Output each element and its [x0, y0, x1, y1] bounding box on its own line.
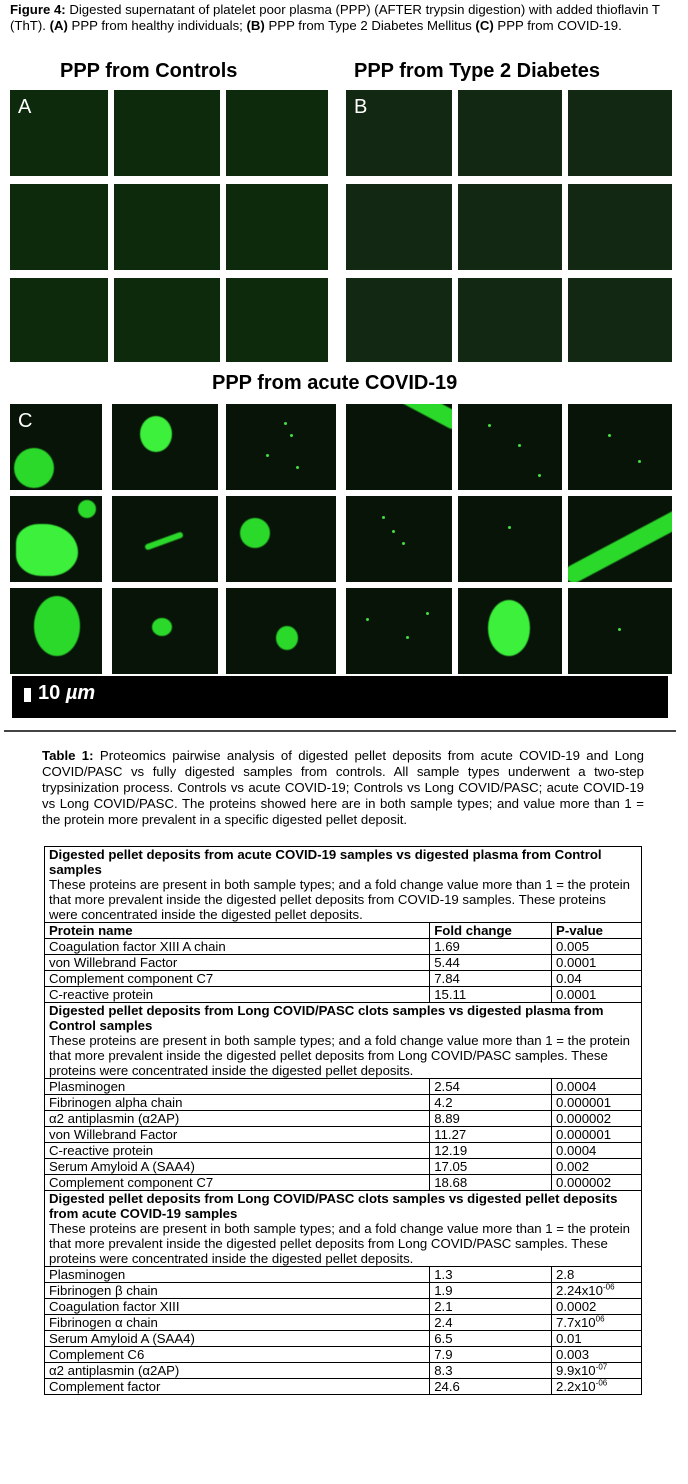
fold-change: 2.4 — [430, 1315, 552, 1331]
protein-name: C-reactive protein — [45, 987, 430, 1003]
ami-dot — [402, 542, 405, 545]
covid-image-11 — [458, 496, 562, 582]
covid-image-12 — [568, 496, 672, 582]
p-value: 0.0001 — [552, 987, 642, 1003]
p-value: 0.0001 — [552, 955, 642, 971]
p-value: 0.002 — [552, 1159, 642, 1175]
ami-dot — [266, 454, 269, 457]
covid-image-13 — [10, 588, 102, 674]
p-value: 0.003 — [552, 1347, 642, 1363]
ami-deposit — [240, 518, 270, 548]
ami-dot — [638, 460, 641, 463]
diabetes-panel-title: PPP from Type 2 Diabetes — [354, 60, 601, 82]
fold-change: 8.3 — [430, 1363, 552, 1379]
ami-deposit — [152, 618, 172, 636]
p-value: 0.04 — [552, 971, 642, 987]
proteomics-table — [44, 846, 642, 1395]
p-value: 0.000002 — [552, 1111, 642, 1127]
scale-bar — [12, 676, 668, 718]
table-row — [45, 1299, 642, 1315]
ami-deposit — [140, 416, 172, 452]
ami-dot — [406, 636, 409, 639]
diabetes-image-6 — [568, 184, 672, 270]
panel-letter-b: B — [354, 96, 368, 118]
protein-name: Fibrinogen alpha chain — [45, 1095, 430, 1111]
ami-dot — [296, 466, 299, 469]
figure-caption-c-label: (C) — [475, 18, 494, 33]
section-description: These proteins are present in both sample types; and a fold change value more than 1 = the protein that more prevalent inside the digested pellet deposits from Long COVID/PASC samples. These proteins were concentrated inside the digested pellet deposits. — [49, 1221, 630, 1266]
protein-name: Complement component C7 — [45, 1175, 430, 1191]
panel-letter-a: A — [18, 96, 32, 118]
table-row — [45, 1111, 642, 1127]
protein-name: Plasminogen — [45, 1079, 430, 1095]
covid-image-5 — [458, 404, 562, 490]
table-row — [45, 1283, 642, 1299]
fold-change: 1.3 — [430, 1267, 552, 1283]
diabetes-image-3 — [568, 90, 672, 176]
covid-image-18 — [568, 588, 672, 674]
diabetes-image-5 — [458, 184, 562, 270]
scale-mark — [24, 688, 31, 702]
figure-caption-text: Digested supernatant of platelet poor plasma (PPP) (AFTER trypsin digestion) with added thioflavin T (ThT). — [10, 2, 660, 33]
ami-deposit — [78, 500, 96, 518]
figure-caption-c-text: PPP from COVID-19. — [493, 18, 622, 33]
fold-change: 17.05 — [430, 1159, 552, 1175]
p-value-exponent: -06 — [595, 1378, 608, 1388]
diabetes-image-2 — [458, 90, 562, 176]
section-title: Digested pellet deposits from Long COVID/PASC clots samples vs digested plasma from Control samples — [49, 1003, 604, 1033]
table-caption — [42, 748, 644, 828]
diabetes-image-8 — [458, 278, 562, 362]
table-row — [45, 1315, 642, 1331]
p-value: 0.0004 — [552, 1079, 642, 1095]
ami-fiber — [568, 504, 672, 582]
section-header — [45, 847, 642, 923]
protein-name: α2 antiplasmin (α2AP) — [45, 1363, 430, 1379]
covid-panel-title: PPP from acute COVID-19 — [212, 372, 458, 394]
figure-caption-a-text: PPP from healthy individuals; — [67, 18, 247, 33]
p-value: 0.000001 — [552, 1127, 642, 1143]
table-row — [45, 1127, 642, 1143]
diabetes-image-1 — [346, 90, 452, 176]
table-label: Table 1: — [42, 748, 94, 763]
fold-change: 5.44 — [430, 955, 552, 971]
column-header-row — [45, 923, 642, 939]
protein-name: C-reactive protein — [45, 1143, 430, 1159]
controls-image-3 — [226, 90, 328, 176]
fold-change: 8.89 — [430, 1111, 552, 1127]
ami-dot — [538, 474, 541, 477]
scale-value: 10 — [38, 682, 66, 704]
covid-image-1 — [10, 404, 102, 490]
figure-label: Figure 4: — [10, 2, 66, 17]
ami-deposit — [34, 596, 80, 656]
ami-deposit — [14, 448, 54, 488]
section-description: These proteins are present in both sample types; and a fold change value more than 1 = the protein that more prevalent inside the digested pellet deposits from COVID-19 samples. These proteins were concentrated inside the digested pellet deposits. — [49, 877, 630, 922]
ami-deposit — [276, 626, 298, 650]
covid-image-9 — [226, 496, 336, 582]
figure-caption — [10, 2, 670, 34]
section-divider — [4, 730, 676, 732]
protein-name: α2 antiplasmin (α2AP) — [45, 1111, 430, 1127]
table-row — [45, 1363, 642, 1379]
ami-dot — [284, 422, 287, 425]
table-row — [45, 987, 642, 1003]
p-value-base: 7.7x10 — [556, 1315, 596, 1330]
p-value — [552, 1283, 642, 1299]
fold-change: 1.9 — [430, 1283, 552, 1299]
figure-caption-b-label: (B) — [246, 18, 265, 33]
p-value: 2.8 — [552, 1267, 642, 1283]
table-row — [45, 1143, 642, 1159]
fold-change: 6.5 — [430, 1331, 552, 1347]
ami-dot — [608, 434, 611, 437]
controls-image-9 — [226, 278, 328, 362]
ami-dot — [426, 612, 429, 615]
protein-name: Plasminogen — [45, 1267, 430, 1283]
figure-caption-a-label: (A) — [49, 18, 68, 33]
ami-fiber — [377, 404, 452, 432]
table-row — [45, 1347, 642, 1363]
controls-image-1 — [10, 90, 108, 176]
table-row — [45, 1159, 642, 1175]
section-title: Digested pellet deposits from acute COVID-19 samples vs digested plasma from Control samples — [49, 847, 602, 877]
fold-change: 11.27 — [430, 1127, 552, 1143]
section-title: Digested pellet deposits from Long COVID/PASC clots samples vs digested pellet deposits from acute COVID-19 samples — [49, 1191, 618, 1221]
covid-image-4 — [346, 404, 452, 490]
protein-name: Serum Amyloid A (SAA4) — [45, 1331, 430, 1347]
fold-change: 2.1 — [430, 1299, 552, 1315]
covid-image-15 — [226, 588, 336, 674]
table-row — [45, 1095, 642, 1111]
diabetes-image-4 — [346, 184, 452, 270]
fold-change: 24.6 — [430, 1379, 552, 1395]
figure-caption-b-text: PPP from Type 2 Diabetes Mellitus — [264, 18, 476, 33]
covid-image-16 — [346, 588, 452, 674]
table-row — [45, 1079, 642, 1095]
protein-name: Serum Amyloid A (SAA4) — [45, 1159, 430, 1175]
fold-change: 4.2 — [430, 1095, 552, 1111]
p-value: 0.000002 — [552, 1175, 642, 1191]
ami-deposit — [16, 524, 78, 576]
table-row — [45, 971, 642, 987]
column-header-protein: Protein name — [45, 923, 430, 939]
protein-name: von Willebrand Factor — [45, 955, 430, 971]
protein-name: Coagulation factor XIII A chain — [45, 939, 430, 955]
ami-dot — [366, 618, 369, 621]
p-value: 0.01 — [552, 1331, 642, 1347]
diabetes-image-7 — [346, 278, 452, 362]
p-value-base: 2.2x10 — [556, 1379, 596, 1394]
microscopy-figure — [8, 56, 672, 720]
ami-dot — [508, 526, 511, 529]
p-value-base: 2.24x10 — [556, 1283, 603, 1298]
fold-change: 2.54 — [430, 1079, 552, 1095]
covid-image-3 — [226, 404, 336, 490]
covid-image-8 — [112, 496, 218, 582]
controls-image-8 — [114, 278, 220, 362]
ami-dot — [382, 516, 385, 519]
table-row — [45, 955, 642, 971]
scale-label — [38, 682, 95, 705]
protein-name: Coagulation factor XIII — [45, 1299, 430, 1315]
protein-name: von Willebrand Factor — [45, 1127, 430, 1143]
protein-name: Fibrinogen β chain — [45, 1283, 430, 1299]
protein-name: Complement factor — [45, 1379, 430, 1395]
column-header-fold: Fold change — [430, 923, 552, 939]
column-header-p: P-value — [552, 923, 642, 939]
controls-image-5 — [114, 184, 220, 270]
table-row — [45, 1267, 642, 1283]
fold-change: 7.9 — [430, 1347, 552, 1363]
p-value — [552, 1315, 642, 1331]
covid-image-7 — [10, 496, 102, 582]
covid-image-10 — [346, 496, 452, 582]
protein-name: Complement C6 — [45, 1347, 430, 1363]
table-row — [45, 1331, 642, 1347]
controls-image-2 — [114, 90, 220, 176]
covid-image-6 — [568, 404, 672, 490]
p-value: 0.0004 — [552, 1143, 642, 1159]
controls-image-4 — [10, 184, 108, 270]
controls-panel-title: PPP from Controls — [60, 60, 238, 82]
fold-change: 15.11 — [430, 987, 552, 1003]
p-value — [552, 1379, 642, 1395]
fold-change: 1.69 — [430, 939, 552, 955]
p-value: 0.0002 — [552, 1299, 642, 1315]
ami-deposit — [488, 600, 530, 656]
table-row — [45, 939, 642, 955]
ami-dot — [618, 628, 621, 631]
p-value: 0.000001 — [552, 1095, 642, 1111]
protein-name: Complement component C7 — [45, 971, 430, 987]
ami-dot — [518, 444, 521, 447]
panel-letter-c: C — [18, 410, 33, 432]
diabetes-image-9 — [568, 278, 672, 362]
ami-dot — [488, 424, 491, 427]
section-description: These proteins are present in both sample types; and a fold change value more than 1 = the protein that more prevalent inside the digested pellet deposits from Long COVID/PASC samples. These proteins were concentrated inside the digested pellet deposits. — [49, 1033, 630, 1078]
controls-image-7 — [10, 278, 108, 362]
ami-dot — [392, 530, 395, 533]
table-row — [45, 1175, 642, 1191]
table-row — [45, 1379, 642, 1395]
covid-image-14 — [112, 588, 218, 674]
ami-dot — [290, 434, 293, 437]
p-value-base: 9.9x10 — [556, 1363, 596, 1378]
fold-change: 7.84 — [430, 971, 552, 987]
section-header — [45, 1191, 642, 1267]
scale-unit: µm — [65, 682, 96, 704]
protein-name: Fibrinogen α chain — [45, 1315, 430, 1331]
table-caption-text: Proteomics pairwise analysis of digested pellet deposits from acute COVID-19 and Long COVID/PASC vs fully digested samples from controls. All sample types underwent a two-step trypsinization process. Controls vs acute COVID-19; Controls vs Long COVID/PASC; acute COVID-19 vs Long COVID/PASC. The proteins showed here are in both sample types; and value more than 1 = the protein more prevalent in a specific digested pellet deposit. — [42, 748, 644, 827]
covid-image-2 — [112, 404, 218, 490]
p-value — [552, 1363, 642, 1379]
p-value-exponent: -07 — [595, 1362, 608, 1372]
fold-change: 18.68 — [430, 1175, 552, 1191]
controls-image-6 — [226, 184, 328, 270]
section-header — [45, 1003, 642, 1079]
p-value-exponent: 06 — [595, 1314, 605, 1324]
ami-fiber — [144, 531, 184, 550]
p-value-exponent: -06 — [602, 1282, 615, 1292]
covid-image-17 — [458, 588, 562, 674]
p-value: 0.005 — [552, 939, 642, 955]
fold-change: 12.19 — [430, 1143, 552, 1159]
